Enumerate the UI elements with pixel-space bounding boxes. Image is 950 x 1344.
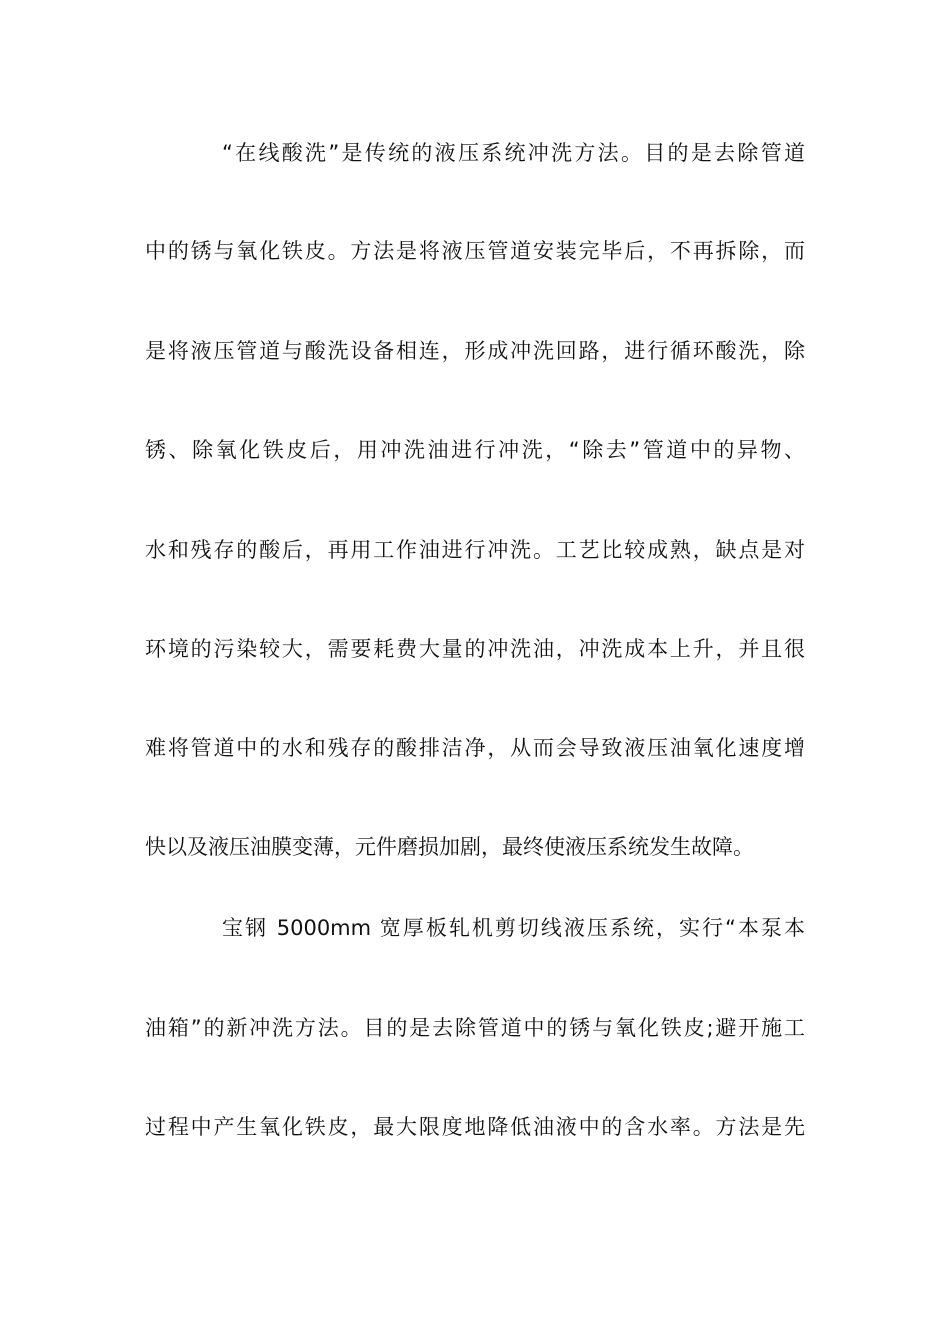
text-line: 锈、除氧化铁皮后，用冲洗油进行冲洗，“除去”管道中的异物、 [145, 438, 805, 462]
text-line: 快以及液压油膜变薄，元件磨损加剧，最终使液压系统发生故障。 [145, 835, 754, 859]
text-line: 水和残存的酸后，再用工作油进行冲洗。工艺比较成熟，缺点是对 [145, 538, 805, 562]
text-line: 难将管道中的水和残存的酸排洁净，从而会导致液压油氧化速度增 [145, 736, 805, 760]
text-line: 是将液压管道与酸洗设备相连，形成冲洗回路，进行循环酸洗，除 [145, 339, 805, 363]
text-line: 油箱”的新冲洗方法。目的是去除管道中的锈与氧化铁皮;避开施工 [145, 1016, 805, 1040]
text-line: 宝钢 5000mm 宽厚板轧机剪切线液压系统，实行“本泵本 [222, 916, 805, 940]
text-line: “在线酸洗”是传统的液压系统冲洗方法。目的是去除管道 [222, 141, 805, 165]
text-line: 中的锈与氧化铁皮。方法是将液压管道安装完毕后，不再拆除，而 [145, 239, 805, 263]
text-line: 环境的污染较大，需要耗费大量的冲洗油，冲洗成本上升，并且很 [145, 637, 805, 661]
text-line: 过程中产生氧化铁皮，最大限度地降低油液中的含水率。方法是先 [145, 1115, 805, 1139]
